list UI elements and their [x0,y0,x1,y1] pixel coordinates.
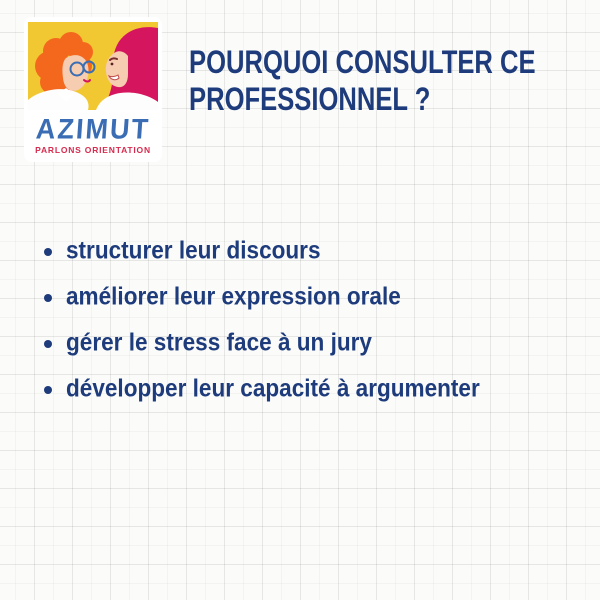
bullet-dot [44,248,52,256]
bullet-dot [44,340,52,348]
title-line-2: PROFESSIONNEL ? [189,81,431,117]
bullet-text: structurer leur discours [66,236,321,265]
list-item [44,376,506,402]
bullet-dot [44,294,52,302]
bullet-text: améliorer leur expression orale [66,282,401,311]
list-item [44,284,506,310]
azimut-logo-card [24,17,162,162]
title-line-1: POURQUOI CONSULTER CE [189,44,536,80]
bullet-dot [44,386,52,394]
bullet-list [44,238,506,422]
list-item [44,330,506,356]
two-people-illustration-icon [28,22,158,110]
page-title [189,44,600,118]
bullet-text: développer leur capacité à argumenter [66,374,480,403]
logo-tagline: PARLONS ORIENTATION [35,145,151,155]
list-item [44,238,506,264]
logo-wordmark: AZIMUT [34,113,152,145]
bullet-text: gérer le stress face à un jury [66,328,372,357]
